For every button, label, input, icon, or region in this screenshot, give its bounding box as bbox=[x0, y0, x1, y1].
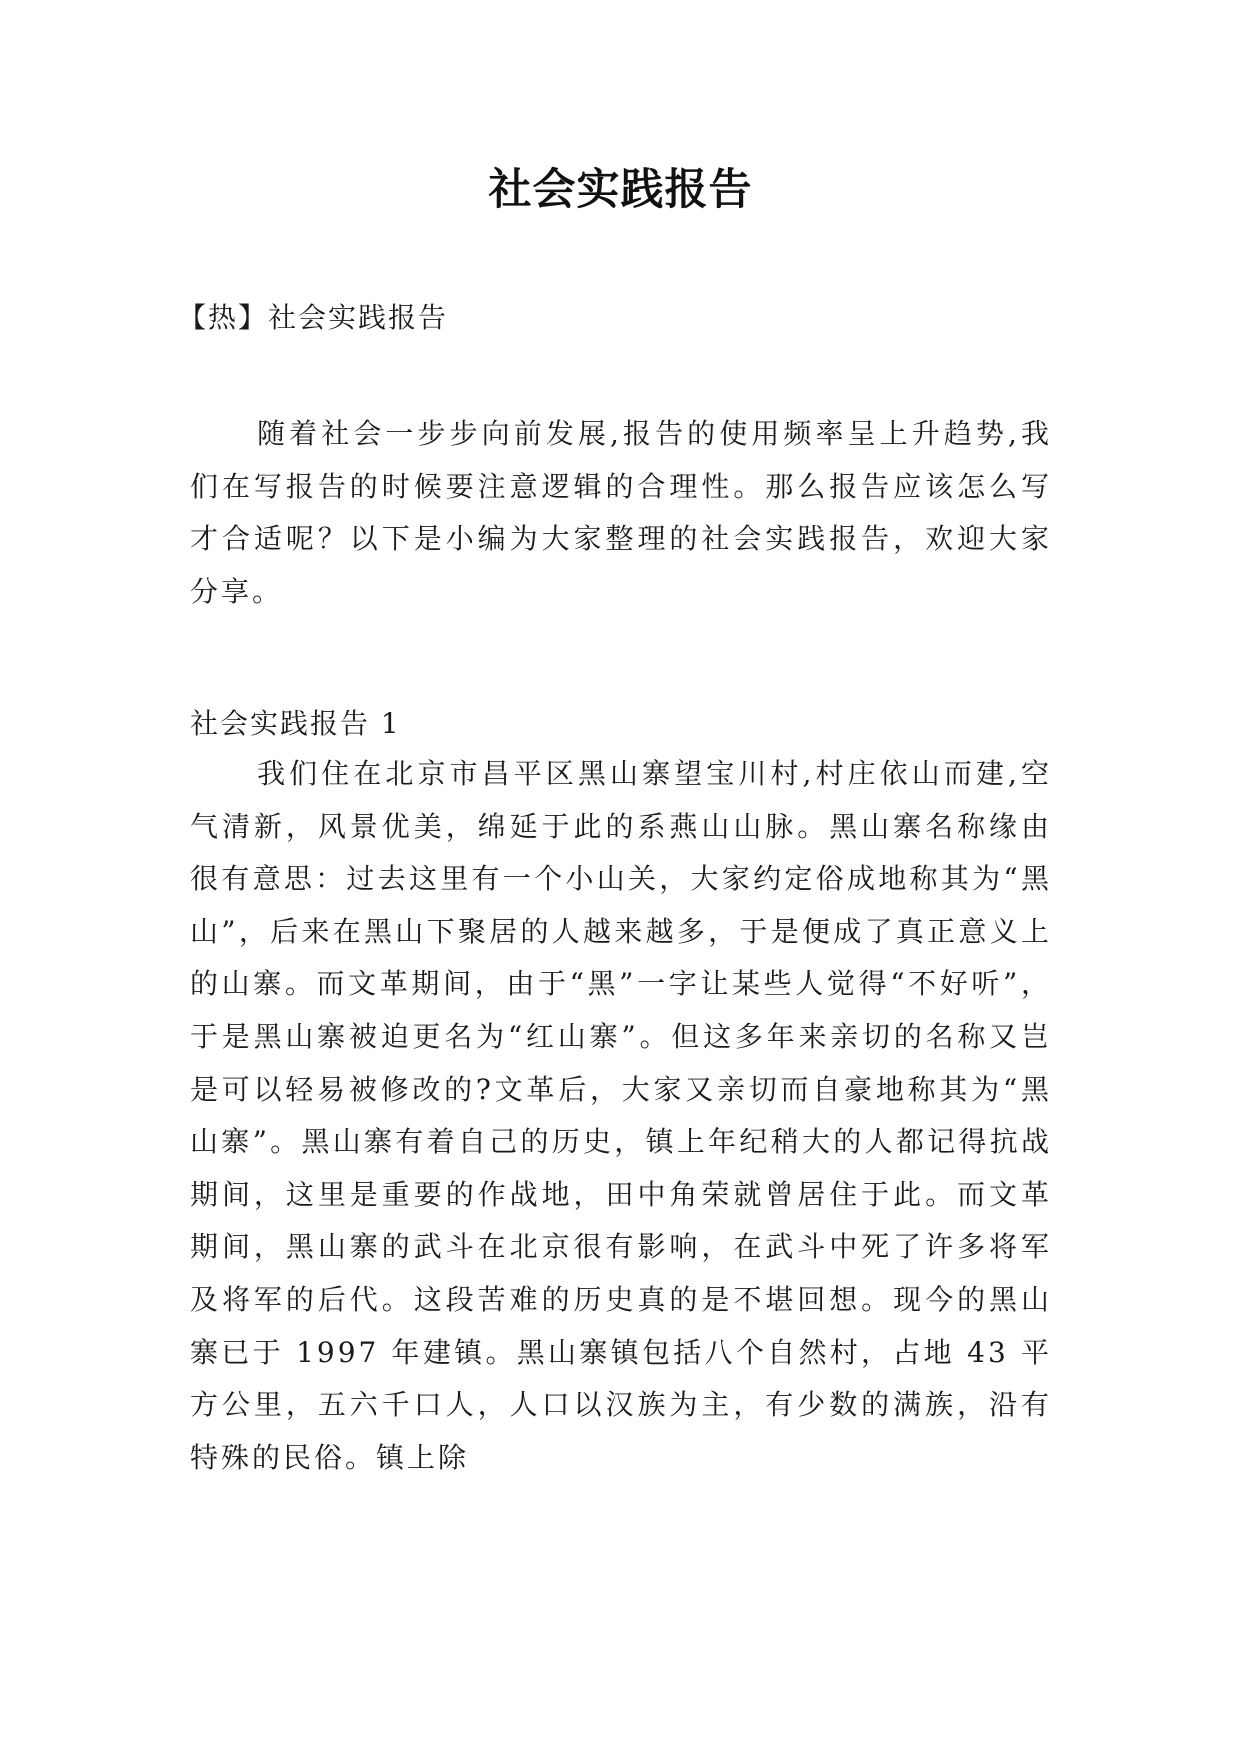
document-title: 社会实践报告 bbox=[488, 165, 753, 215]
section-paragraph-text: 我们住在北京市昌平区黑山寨望宝川村,村庄依山而建,空气清新，风景优美，绵延于此的系燕山山脉。黑山寨名称缘由很有意思：过去这里有一个小山关，大家约定俗成地称其为“黑山”，后来在黑山下聚居的人越来越多，于是便成了真正意义上的山寨。而文革期间，由于“黑”一字让某些人觉得“不好听”，于是黑山寨被迫更名为“红山寨”。但这多年来亲切的名称又岂是可以轻易被修改的?文革后，大家又亲切而自豪地称其为“黑山寨”。黑山寨有着自己的历史，镇上年纪稍大的人都记得抗战期间，这里是重要的作战地，田中角荣就曾居住于此。而文革期间，黑山寨的武斗在北京很有影响，在武斗中死了许多将军及将军的后代。这段苦难的历史真的是不堪回想。现今的黑山寨已于 1997 年建镇。黑山寨镇包括八个自然村，占地 43 平方公里，五六千口人，人口以汉族为主，有少数的满族，沿有特殊的民俗。镇上除 bbox=[190, 757, 1052, 1474]
intro-paragraph bbox=[190, 408, 1052, 618]
section-paragraph bbox=[190, 748, 1052, 1484]
section-heading: 社会实践报告 1 bbox=[190, 707, 401, 740]
document-subtitle: 【热】社会实践报告 bbox=[178, 301, 449, 334]
intro-paragraph-text: 随着社会一步步向前发展,报告的使用频率呈上升趋势,我们在写报告的时候要注意逻辑的合理性。那么报告应该怎么写才合适呢？以下是小编为大家整理的社会实践报告，欢迎大家分享。 bbox=[190, 417, 1052, 608]
